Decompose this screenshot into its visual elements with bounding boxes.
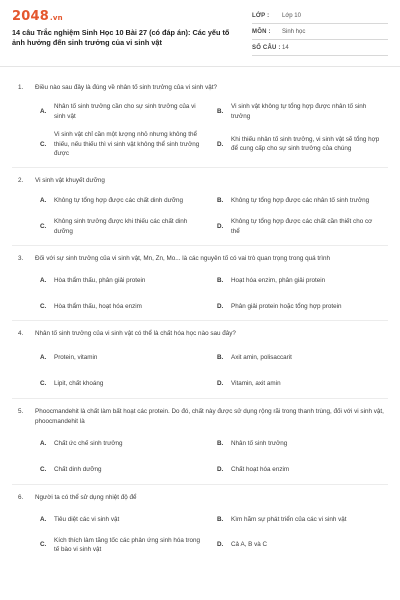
option-a[interactable] [40,102,211,121]
option-letter: C. [40,140,47,148]
question-number: 6. [18,494,24,501]
meta-key: MÔN : [252,28,271,35]
option-d[interactable] [217,302,388,312]
option-letter: B. [217,516,224,523]
option-letter: B. [217,107,224,115]
meta-value: 14 [282,44,289,51]
option-letter: B. [217,277,224,284]
option-letter: A. [40,354,47,361]
question-stem [18,83,388,93]
option-text: Kích thích làm tăng tốc các phản ứng sinh hóa trong tế bào vi sinh vật [54,536,200,553]
meta-value: Lớp 10 [282,12,301,19]
option-letter: C. [40,379,47,387]
option-c[interactable] [40,130,211,159]
option-text: Nhân tố sinh trưởng cần cho sự sinh trưởng của vi sinh vật [54,103,196,120]
option-b[interactable] [217,515,388,525]
option-b[interactable] [217,276,388,286]
page-header [0,0,400,66]
meta-row-class [252,8,388,24]
option-text: Phân giải protein hoặc tổng hợp protein [231,302,342,310]
option-b[interactable] [217,196,388,206]
question-6 [0,485,400,555]
option-a[interactable] [40,276,211,286]
option-a[interactable] [40,353,211,363]
option-d[interactable] [217,465,388,475]
option-text: Cả A, B và C [231,541,268,549]
option-text: Hòa thẩm thấu, hoạt hóa enzim [54,302,142,310]
question-number: 5. [18,408,24,415]
option-a[interactable] [40,515,211,525]
question-2 [0,168,400,237]
option-text: Axit amin, polisaccarit [231,354,292,361]
option-letter: D. [217,140,224,148]
option-c[interactable] [40,536,211,555]
option-c[interactable] [40,217,211,236]
option-letter: C. [40,302,47,310]
meta-row-subject [252,24,388,40]
option-text: Không tự tổng hợp được các chất cần thiết cho cơ thể [231,218,373,235]
question-text: Phoocmandehit là chất làm bất hoạt các protein. Do đó, chất này được sử dụng rộng rãi trong thanh trùng, đối với vi sinh vật, phoocmandehit là [35,408,384,425]
answer-options [18,276,388,311]
option-letter: A. [40,516,47,523]
question-stem [18,329,388,339]
option-text: Tiêu diệt các vi sinh vật [54,516,120,523]
option-letter: D. [217,465,224,473]
option-text: Chất dinh dưỡng [54,465,102,473]
option-letter: C. [40,222,47,230]
option-letter: C. [40,465,47,473]
option-text: Không tự tổng hợp được các nhân tố sinh trưởng [231,196,370,204]
option-letter: C. [40,541,47,549]
answer-options [18,196,388,237]
option-letter: D. [217,302,224,310]
option-letter: B. [217,354,224,361]
option-d[interactable] [217,217,388,236]
option-text: Hoạt hóa enzim, phân giải protein [231,277,326,284]
question-stem [18,254,388,264]
option-c[interactable] [40,379,211,389]
question-4 [0,321,400,388]
option-text: Khi thiếu nhân tố sinh trưởng, vi sinh vật sẽ tổng hợp để cung cấp cho sự sinh trưởng của chúng [231,135,380,153]
question-3 [0,246,400,311]
option-c[interactable] [40,302,211,312]
option-c[interactable] [40,465,211,475]
option-text: Không sinh trưởng được khi thiếu các chất dinh dưỡng [54,218,188,235]
option-a[interactable] [40,439,211,449]
question-number: 1. [18,84,24,91]
answer-options [18,353,388,388]
question-stem [18,176,388,186]
option-letter: A. [40,440,47,447]
question-stem [18,493,388,503]
question-stem [18,407,388,427]
question-number: 2. [18,176,24,184]
option-letter: A. [40,277,47,284]
answer-options [18,515,388,555]
option-text: Vitamin, axit amin [231,379,281,387]
option-letter: A. [40,196,47,204]
option-b[interactable] [217,102,388,121]
option-b[interactable] [217,353,388,363]
option-text: Vi sinh vật không tự tổng hợp được nhân tố sinh trưởng [231,103,367,120]
option-letter: A. [40,107,47,115]
option-d[interactable] [217,379,388,389]
option-text: Không tự tổng hợp được các chất dinh dưỡng [54,196,184,204]
option-text: Hòa thẩm thấu, phân giải protein [54,277,146,284]
option-letter: D. [217,379,224,387]
option-letter: B. [217,196,224,204]
meta-row-count [252,40,388,56]
option-text: Kìm hãm sự phát triển của các vi sinh vật [231,516,347,523]
option-letter: D. [217,222,224,230]
option-text: Lipit, chất khoáng [54,379,104,387]
option-b[interactable] [217,439,388,449]
question-text: Điều nào sau đây là đúng về nhân tố sinh trưởng của vi sinh vật? [35,84,217,91]
meta-value: Sinh học [282,28,306,35]
question-5 [0,399,400,474]
option-letter: B. [217,440,224,447]
option-d[interactable] [217,130,388,159]
page-title: 14 câu Trắc nghiệm Sinh Học 10 Bài 27 (có đáp án): Các yếu tố ảnh hưởng đến sinh trưởng của vi sinh vật [12,28,230,47]
option-letter: D. [217,541,224,549]
option-a[interactable] [40,196,211,206]
question-text: Người ta có thể sử dụng nhiệt độ để [35,494,137,501]
option-d[interactable] [217,536,388,555]
meta-key: LỚP : [252,12,270,19]
option-text: Nhân tố sinh trưởng [231,440,288,447]
meta-key: SỐ CÂU : [252,44,281,51]
option-text: Protein, vitamin [54,354,98,361]
option-text: Chất hoạt hóa enzim [231,465,290,473]
meta-table [252,8,388,56]
question-1 [0,67,400,159]
answer-options [18,102,388,159]
question-text: Vi sinh vật khuyết dưỡng [35,176,105,184]
question-text: Đối với sự sinh trưởng của vi sinh vật, Mn, Zn, Mo... là các nguyên tố có vai trò quan trọng trong quá trình [35,255,330,262]
question-number: 4. [18,330,24,337]
question-number: 3. [18,255,24,262]
question-text: Nhân tố sinh trưởng của vi sinh vật có thể là chất hóa học nào sau đây? [35,330,236,337]
site-logo[interactable]: 2048.vn [12,9,63,24]
option-text: Vi sinh vật chỉ cần một lượng nhỏ nhưng không thể thiếu, nếu thiếu thì vi sinh vật không thể sinh trưởng được [54,131,200,157]
option-text: Chất ức chế sinh trưởng [54,440,123,447]
answer-options [18,439,388,474]
